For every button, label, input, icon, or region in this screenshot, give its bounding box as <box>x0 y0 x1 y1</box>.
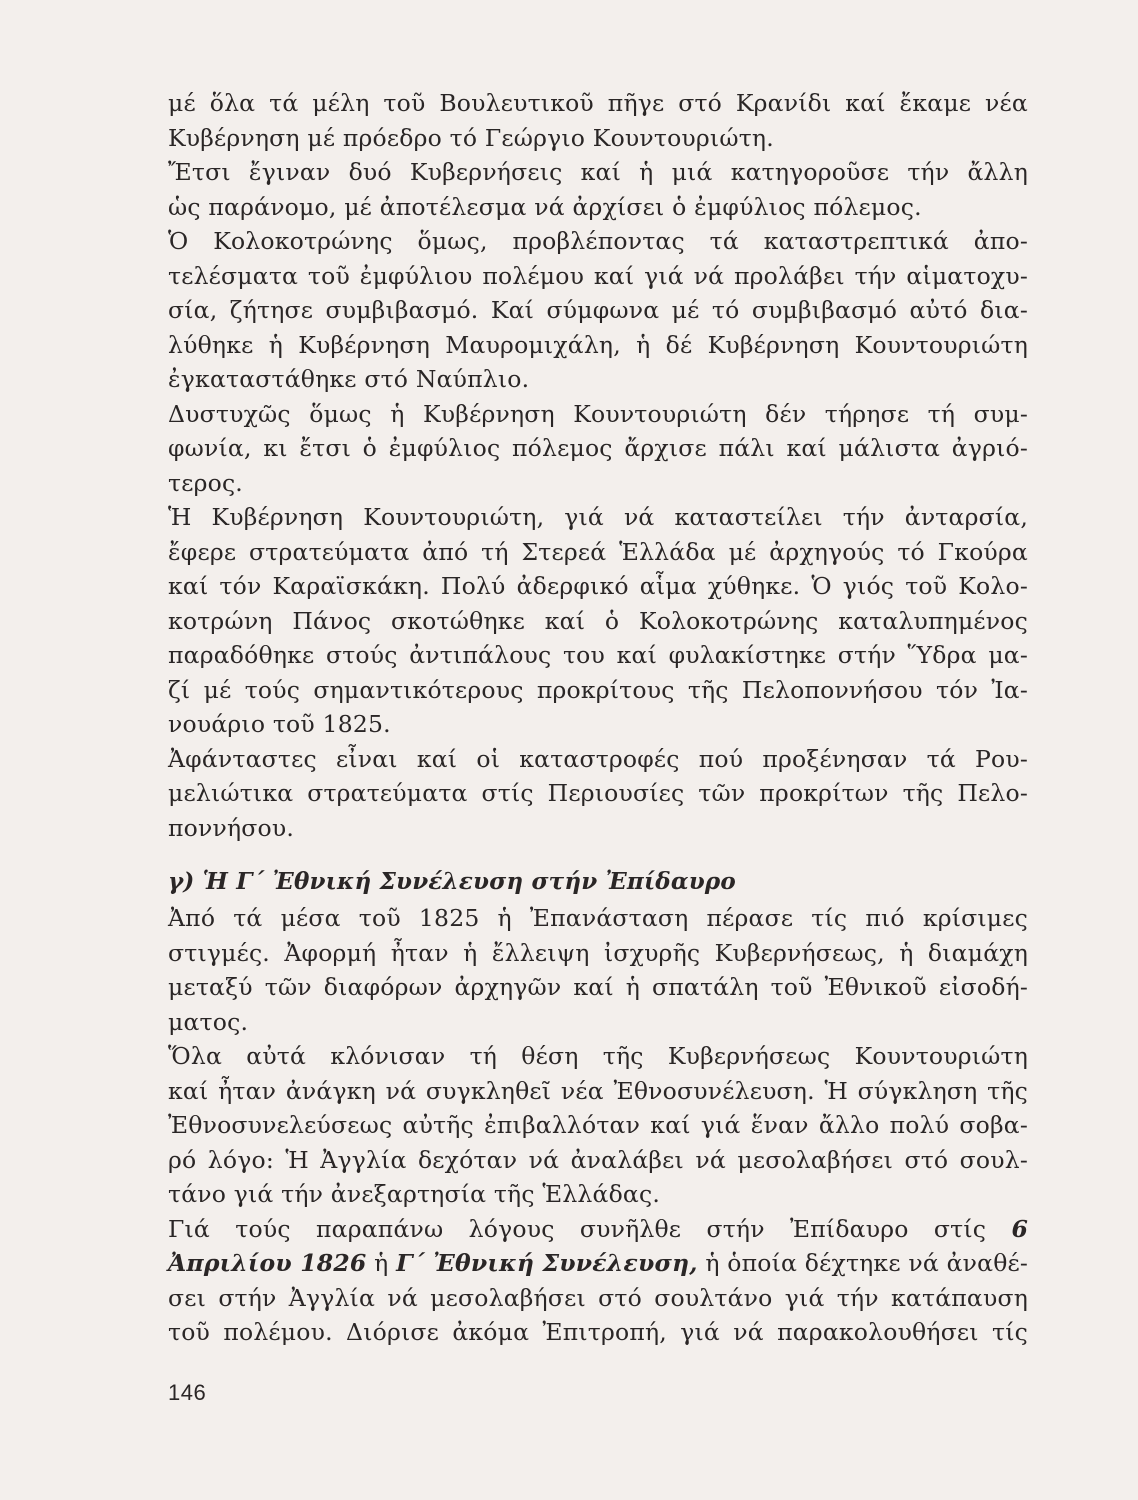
body-text <box>168 86 1028 1350</box>
text-line: ἔφερε στρατεύματα ἀπό τή Στερεά Ἑλλάδα μέ ἀρχηγούς τό Γκούρα <box>168 537 1028 566</box>
text-run: ἡ <box>366 1249 397 1277</box>
text-line: μέ ὅλα τά μέλη τοῦ Βουλευτικοῦ πῆγε στό Κρανίδι καί ἔκαμε νέα <box>168 89 1028 117</box>
text-line: τερος. <box>168 468 243 497</box>
text-line <box>168 1212 1028 1247</box>
text-line: ἐγκαταστάθηκε στό Ναύπλιο. <box>168 365 530 393</box>
text-line: σία, ζήτησε συμβιβασμό. Καί σύμφωνα μέ τό συμβιβασμό αὐτό δια- <box>168 296 1028 324</box>
text-line: Ἡ Κυβέρνηση Κουντουριώτη, γιά νά καταστείλει τήν ἀνταρσία, <box>168 503 1028 531</box>
text-line: νουάριο τοῦ 1825. <box>168 710 391 738</box>
text-line: Ἀφάνταστες εἶναι καί οἱ καταστροφές πού προξένησαν τά Ρου- <box>168 744 1028 773</box>
text-line: στιγμές. Ἀφορμή ἦταν ἡ ἔλλειψη ἰσχυρῆς Κυβερνήσεως, ἡ διαμάχη <box>168 938 1028 967</box>
text-line: Ἀπό τά μέσα τοῦ 1825 ἡ Ἐπανάσταση πέρασε τίς πιό κρίσιμες <box>168 904 1028 932</box>
text-run: Γιά τούς παραπάνω λόγους συνῆλθε στήν Ἐπίδαυρο στίς <box>168 1214 987 1243</box>
text-run: ἡ ὁποία δέχτηκε νά ἀναθέ- <box>697 1249 1029 1277</box>
text-line: Ἐθνοσυνελεύσεως αὐτῆς ἐπιβαλλόταν καί γιά ἕναν ἄλλο πολύ σοβα- <box>168 1111 1028 1139</box>
text-line: φωνία, κι ἔτσι ὁ ἐμφύλιος πόλεμος ἄρχισε πάλι καί μάλιστα ἀγριό- <box>168 434 1028 462</box>
section-heading: γ) Ἡ Γ΄ Ἐθνική Συνέλευση στήν Ἐπίδαυρο <box>168 868 736 895</box>
text-line: μεταξύ τῶν διαφόρων ἀρχηγῶν καί ἡ σπατάλη τοῦ Ἐθνικοῦ εἰσοδή- <box>168 973 1028 1001</box>
text-line: Ὁ Κολοκοτρώνης ὅμως, προβλέποντας τά καταστρεπτικά ἀπο- <box>168 227 1028 255</box>
text-line: ποννήσου. <box>168 813 294 842</box>
text-line: ματος. <box>168 1007 249 1036</box>
date-emphasis: 6 <box>1011 1214 1028 1243</box>
text-line: τοῦ πολέμου. Διόρισε ἀκόμα Ἐπιτροπή, γιά νά παρακολουθήσει τίς <box>168 1318 1028 1346</box>
text-line: καί τόν Καραϊσκάκη. Πολύ ἀδερφικό αἷμα χύθηκε. Ὁ γιός τοῦ Κολο- <box>168 572 1028 600</box>
text-line: Ἔτσι ἔγιναν δυό Κυβερνήσεις καί ἡ μιά κατηγοροῦσε τήν ἄλλη <box>168 158 1028 186</box>
assembly-emphasis: Γ΄ Ἐθνική Συνέλευση, <box>396 1249 698 1277</box>
text-line: ρό λόγο: Ἡ Ἀγγλία δεχόταν νά ἀναλάβει νά μεσολαβήσει στό σουλ- <box>168 1145 1028 1174</box>
text-line: παραδόθηκε στούς ἀντιπάλους του καί φυλακίστηκε στήν Ὕδρα μα- <box>168 641 1028 669</box>
text-line: μελιώτικα στρατεύματα στίς Περιουσίες τῶν προκρίτων τῆς Πελο- <box>168 779 1028 807</box>
text-line: Κυβέρνηση μέ πρόεδρο τό Γεώργιο Κουντουριώτη. <box>168 123 774 152</box>
text-line: Ὅλα αὐτά κλόνισαν τή θέση τῆς Κυβερνήσεως Κουντουριώτη <box>168 1042 1028 1070</box>
date-emphasis: Ἀπριλίου 1826 <box>168 1249 367 1277</box>
page-number: 146 <box>168 1380 207 1405</box>
text-line: τάνο γιά τήν ἀνεξαρτησία τῆς Ἑλλάδας. <box>168 1180 661 1208</box>
text-line: ζί μέ τούς σημαντικότερους προκρίτους τῆς Πελοποννήσου τόν Ἰα- <box>168 675 1028 704</box>
text-line: ὡς παράνομο, μέ ἀποτέλεσμα νά ἀρχίσει ὁ ἐμφύλιος πόλεμος. <box>168 192 922 221</box>
text-line: τελέσματα τοῦ ἐμφύλιου πολέμου καί γιά νά προλάβει τήν αἱματοχυ- <box>168 261 1028 290</box>
text-line: κοτρώνη Πάνος σκοτώθηκε καί ὁ Κολοκοτρώνης καταλυπημένος <box>168 606 1028 635</box>
text-line: Δυστυχῶς ὅμως ἡ Κυβέρνηση Κουντουριώτη δέν τήρησε τή συμ- <box>168 399 1028 428</box>
text-line: σει στήν Ἀγγλία νά μεσολαβήσει στό σουλτάνο γιά τήν κατάπαυση <box>168 1283 1028 1312</box>
text-line <box>168 1246 1028 1281</box>
text-line: καί ἦταν ἀνάγκη νά συγκληθεῖ νέα Ἐθνοσυνέλευση. Ἡ σύγκληση τῆς <box>168 1076 1028 1105</box>
text-line: λύθηκε ἡ Κυβέρνηση Μαυρομιχάλη, ἡ δέ Κυβέρνηση Κουντουριώτη <box>168 330 1028 359</box>
